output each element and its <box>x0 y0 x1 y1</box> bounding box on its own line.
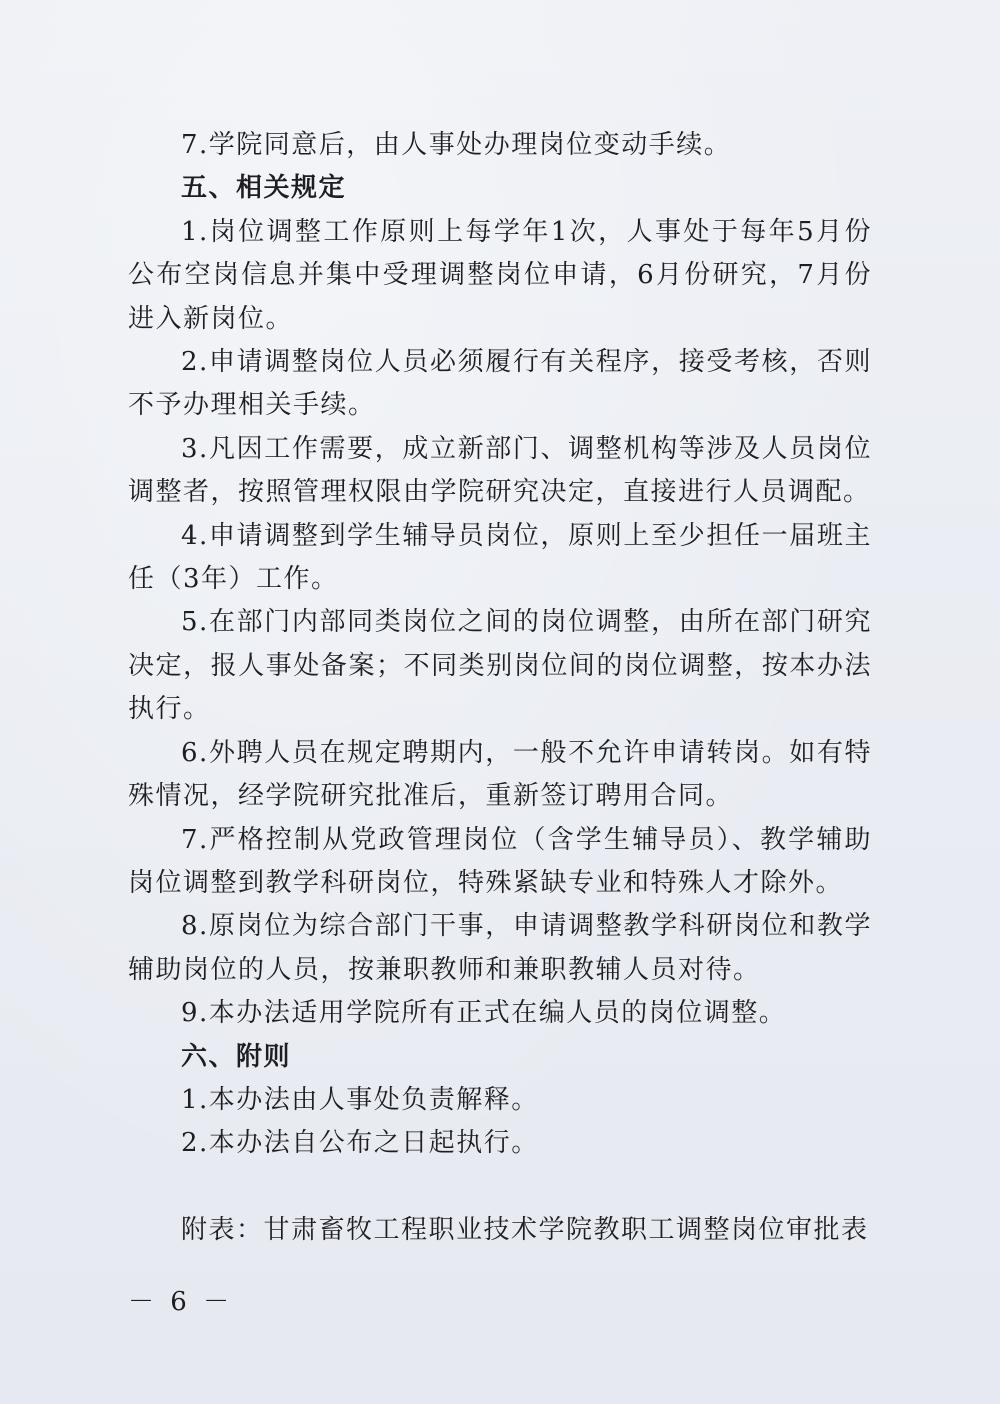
page-number: － 6 － <box>128 1287 234 1317</box>
regulation-item-8: 8.原岗位为综合部门干事，申请调整教学科研岗位和教学辅助岗位的人员，按兼职教师和兼职教辅人员对待。 <box>128 911 872 985</box>
regulation-item-4: 4.申请调整到学生辅导员岗位，原则上至少担任一届班主任（3年）工作。 <box>128 520 872 595</box>
section-heading-regulations: 五、相关规定 <box>181 173 347 204</box>
document-body <box>128 124 872 1252</box>
supplementary-item-2: 2.本办法自公布之日起执行。 <box>181 1128 539 1159</box>
paragraph-item-7-approval: 7.学院同意后，由人事处办理岗位变动手续。 <box>181 130 732 160</box>
regulation-item-9: 9.本办法适用学院所有正式在编人员的岗位调整。 <box>181 998 787 1029</box>
regulation-item-1: 1.岗位调整工作原则上每学年1次，人事处于每年5月份公布空岗信息并集中受理调整岗位申请，6月份研究，7月份进入新岗位。 <box>128 216 872 334</box>
regulation-item-6: 6.外聘人员在规定聘期内，一般不允许申请转岗。如有特殊情况，经学院研究批准后，重新签订聘用合同。 <box>128 737 872 812</box>
supplementary-item-1: 1.本办法由人事处负责解释。 <box>181 1084 539 1115</box>
section-heading-supplementary: 六、附则 <box>181 1041 292 1072</box>
regulation-item-5: 5.在部门内部同类岗位之间的岗位调整，由所在部门研究决定，报人事处备案；不同类别岗位间的岗位调整，按本办法执行。 <box>128 607 872 725</box>
regulation-item-3: 3.凡因工作需要，成立新部门、调整机构等涉及人员岗位调整者，按照管理权限由学院研究决定，直接进行人员调配。 <box>128 433 872 508</box>
attachment-note: 附表：甘肃畜牧工程职业技术学院教职工调整岗位审批表 <box>181 1214 869 1245</box>
regulation-item-7: 7.严格控制从党政管理岗位（含学生辅导员）、教学辅助岗位调整到教学科研岗位，特殊紧缺专业和特殊人才除外。 <box>128 824 872 898</box>
regulation-item-2: 2.申请调整岗位人员必须履行有关程序，接受考核，否则不予办理相关手续。 <box>128 347 872 421</box>
